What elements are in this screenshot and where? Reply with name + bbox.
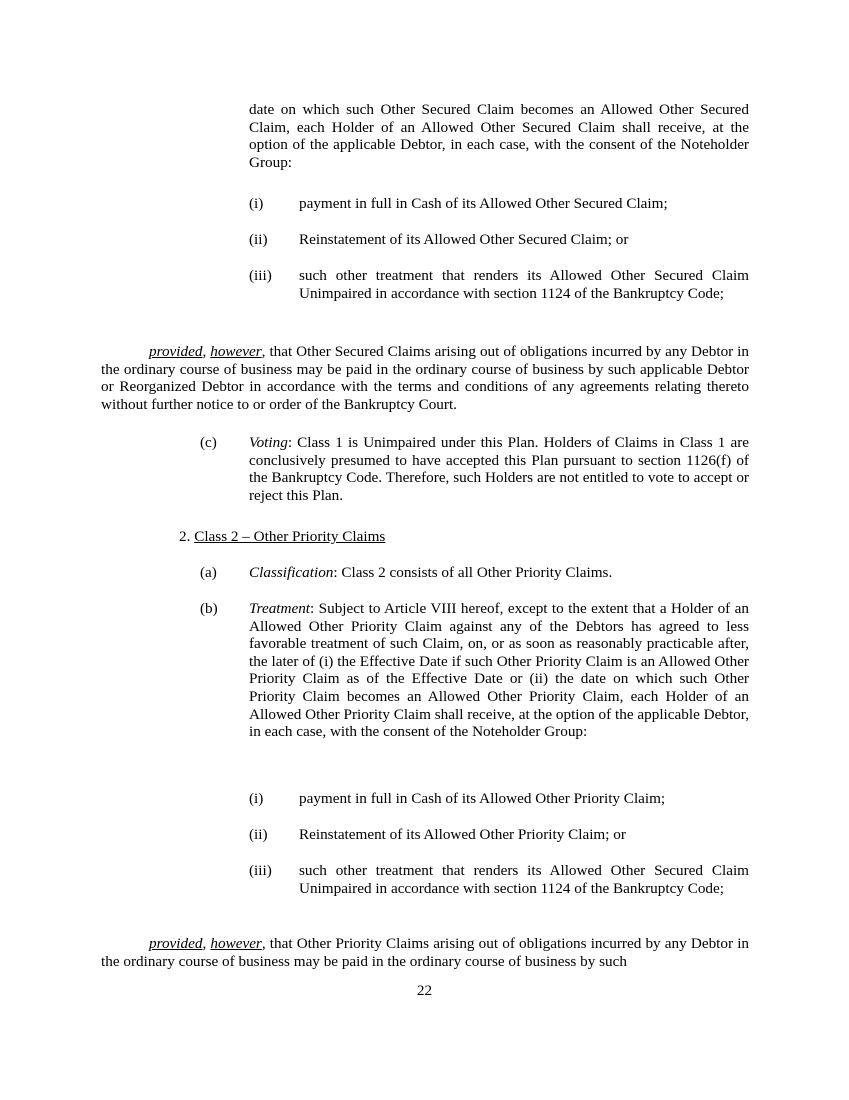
classification-text: : Class 2 consists of all Other Priority Claims. [333, 564, 613, 581]
treatment-label: Treatment [249, 600, 311, 617]
treatment-paragraph [249, 600, 749, 741]
class2-item-ii-number: (ii) [249, 826, 268, 843]
however-term: however [210, 935, 262, 952]
class1-item-iii-text: such other treatment that renders its Allowed Other Secured Claim Unimpaired in accordance with section 1124 of the Bankruptcy Code; [299, 267, 749, 302]
class1-item-ii-text: Reinstatement of its Allowed Other Secured Claim; or [299, 231, 629, 248]
class2-item-ii-text: Reinstatement of its Allowed Other Priority Claim; or [299, 826, 626, 843]
class2-item-i-text: payment in full in Cash of its Allowed Other Priority Claim; [299, 790, 666, 807]
classification-number: (a) [200, 564, 217, 581]
separator: , [202, 343, 211, 360]
voting-number: (c) [200, 434, 217, 451]
class2-item-i-number: (i) [249, 790, 264, 807]
classification-paragraph [249, 564, 749, 582]
class1-item-i-number: (i) [249, 195, 264, 212]
separator: , [202, 935, 211, 952]
provided-term: provided [149, 935, 203, 952]
class1-item-ii-number: (ii) [249, 231, 268, 248]
voting-paragraph [249, 434, 749, 504]
however-term: however [210, 343, 262, 360]
treatment-text: : Subject to Article VIII hereof, except to the extent that a Holder of an Allowed Other Priority Claim against any of the Debtors has agreed to less favorable treatment of such Claim, on, or as soon as reasonably practicable after, the later of (i) the Effective Date if such Other Priority Claim is an Allowed Other Priority Claim as of the Effective Date or (ii) the date on which such Other Priority Claim becomes an Allowed Other Priority Claim, each Holder of an Allowed Other Priority Claim shall receive, at the option of the applicable Debtor, in each case, with the consent of the Noteholder Group: [249, 600, 749, 741]
treatment-number: (b) [200, 600, 218, 617]
class2-title: Class 2 – Other Priority Claims [194, 528, 386, 545]
proviso-paragraph-2 [101, 935, 749, 970]
class1-item-i-text: payment in full in Cash of its Allowed Other Secured Claim; [299, 195, 668, 212]
continuation-text: date on which such Other Secured Claim becomes an Allowed Other Secured Claim, each Holder of an Allowed Other Secured Claim shall receive, at the option of the applicable Debtor, in each case, with the consent of the Noteholder Group: [249, 101, 749, 171]
classification-label: Classification [249, 564, 334, 581]
provided-term: provided [149, 343, 203, 360]
class2-heading [179, 528, 385, 546]
continuation-paragraph [249, 101, 749, 171]
class2-number: 2. [179, 528, 191, 545]
proviso-text: , that Other Priority Claims arising out of obligations incurred by any Debtor in the ordinary course of business may be paid in the ordinary course of business by such [101, 935, 750, 970]
voting-label: Voting [249, 434, 288, 451]
proviso-paragraph-1 [101, 343, 749, 413]
class1-item-iii-number: (iii) [249, 267, 272, 284]
page-number: 22 [416, 982, 433, 999]
class2-item-iii-text: such other treatment that renders its Allowed Other Secured Claim Unimpaired in accordance with section 1124 of the Bankruptcy Code; [299, 862, 749, 897]
voting-text: : Class 1 is Unimpaired under this Plan. Holders of Claims in Class 1 are conclusively presumed to have accepted this Plan pursuant to section 1126(f) of the Bankruptcy Code. Therefore, such Holders are not entitled to vote to accept or reject this Plan. [249, 434, 749, 504]
proviso-text: , that Other Secured Claims arising out of obligations incurred by any Debtor in the ordinary course of business may be paid in the ordinary course of business by such applicable Debtor or Reorganized Debtor in accordance with the terms and conditions of any agreements relating thereto without further notice to or order of the Bankruptcy Court. [101, 343, 750, 413]
class2-item-iii-number: (iii) [249, 862, 272, 879]
